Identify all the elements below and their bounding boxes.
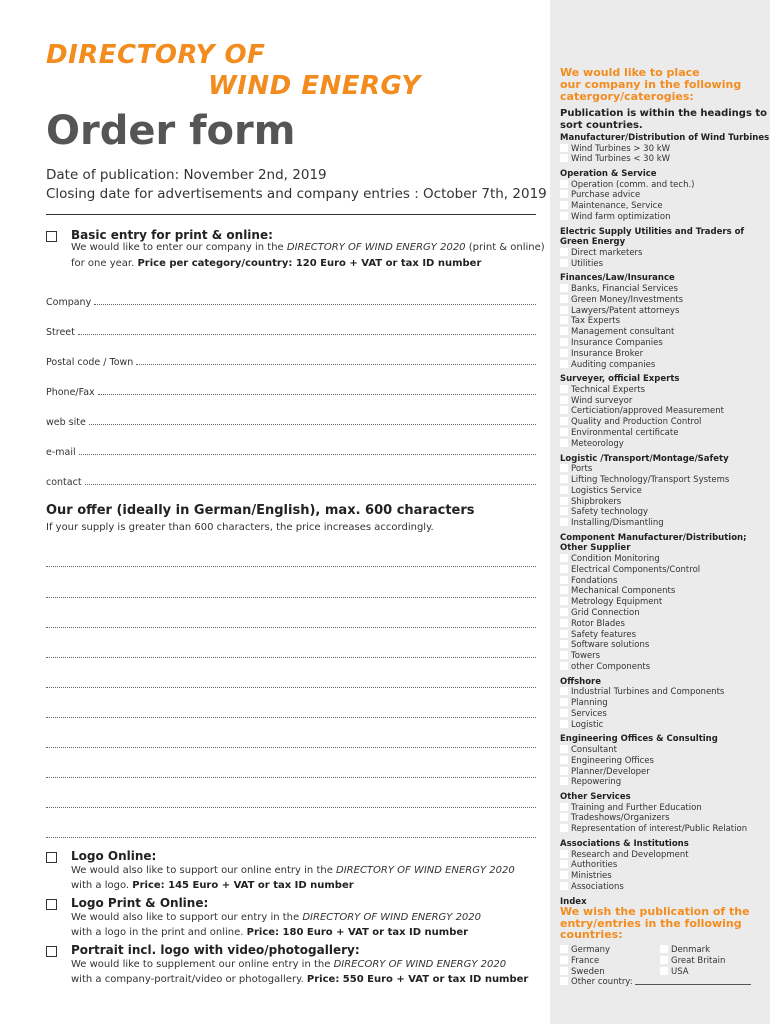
- option-label: Safety technology: [571, 507, 649, 518]
- option-label: Metrology Equipment: [571, 597, 663, 608]
- option-checkbox[interactable]: [560, 259, 568, 267]
- category-option[interactable]: [560, 327, 674, 338]
- place-heading-line: catergory/caterogies:: [560, 90, 694, 103]
- option-label: Auditing companies: [571, 359, 656, 370]
- option-checkbox[interactable]: [560, 597, 568, 605]
- category-option[interactable]: [560, 406, 724, 417]
- category-option[interactable]: [560, 619, 625, 630]
- option-label: Environmental certificate: [571, 428, 679, 438]
- option-label: Quality and Production Control: [571, 417, 702, 428]
- option-checkbox[interactable]: [560, 777, 568, 785]
- option-label: Operation (comm. and tech.): [571, 179, 695, 190]
- portrait-description-line1: We would like to supplement our online entry in the DIRECORY OF WIND ENERGY 2020: [71, 959, 507, 970]
- offer-line[interactable]: [46, 657, 536, 658]
- country-label: USA: [671, 966, 689, 977]
- option-label: Ports: [571, 464, 593, 475]
- option-label: Insurance Broker: [571, 348, 644, 359]
- option-label: Wind Turbines < 30 kW: [571, 154, 671, 165]
- logo-online-heading: Logo Online:: [71, 849, 157, 863]
- option-checkbox[interactable]: [560, 698, 568, 706]
- option-checkbox[interactable]: [560, 767, 568, 775]
- category-option[interactable]: [560, 640, 649, 651]
- option-checkbox[interactable]: [560, 824, 568, 832]
- option-checkbox[interactable]: [560, 439, 568, 447]
- country-option[interactable]: [560, 956, 599, 967]
- option-label: Direct marketers: [571, 247, 643, 258]
- option-checkbox[interactable]: [560, 497, 568, 505]
- option-checkbox[interactable]: [560, 212, 568, 220]
- category-option[interactable]: [560, 349, 643, 360]
- category-option[interactable]: [560, 144, 670, 155]
- option-checkbox[interactable]: [560, 295, 568, 303]
- logo-print-description-line1: We would also like to support our entry in the DIRECTORY OF WIND ENERGY 2020: [71, 912, 482, 923]
- option-label: Tradeshows/Organizers: [571, 813, 670, 824]
- option-label: other Components: [571, 661, 651, 672]
- category-option[interactable]: [560, 687, 724, 698]
- street-field[interactable]: Street: [46, 324, 536, 338]
- category-option[interactable]: [560, 338, 663, 349]
- country-option[interactable]: [560, 945, 610, 956]
- country-label: Sweden: [571, 966, 605, 977]
- category-option[interactable]: [560, 497, 621, 508]
- option-label: Representation of interest/Public Relation: [571, 824, 748, 835]
- option-checkbox[interactable]: [560, 417, 568, 425]
- country-checkbox[interactable]: [560, 956, 568, 964]
- option-label: Rotor Blades: [571, 618, 625, 629]
- category-heading: Other Services: [560, 792, 631, 803]
- option-label: Technical Experts: [571, 384, 646, 395]
- option-checkbox[interactable]: [560, 475, 568, 483]
- category-option[interactable]: [560, 630, 636, 641]
- offer-line[interactable]: [46, 837, 536, 838]
- option-checkbox[interactable]: [560, 709, 568, 717]
- option-label: Industrial Turbines and Components: [571, 687, 725, 698]
- category-option[interactable]: [560, 154, 670, 165]
- option-label: Planner/Developer: [571, 766, 650, 777]
- option-label: Wind Turbines > 30 kW: [571, 143, 671, 154]
- offer-line[interactable]: [46, 566, 536, 567]
- offer-line[interactable]: [46, 777, 536, 778]
- other-country-input-line[interactable]: [635, 984, 751, 985]
- option-checkbox[interactable]: [560, 565, 568, 573]
- option-checkbox[interactable]: [560, 850, 568, 858]
- divider: [46, 214, 536, 215]
- category-heading: Manufacturer/Distribution of Wind Turbines: [560, 133, 770, 143]
- option-checkbox[interactable]: [560, 640, 568, 648]
- category-option[interactable]: [560, 767, 650, 778]
- category-option[interactable]: [560, 756, 654, 767]
- brand-line-1: DIRECTORY OF: [46, 40, 266, 70]
- option-checkbox[interactable]: [560, 586, 568, 594]
- category-option[interactable]: [560, 360, 655, 371]
- company-field[interactable]: Company: [46, 294, 536, 308]
- category-option[interactable]: [560, 507, 648, 518]
- category-option[interactable]: [560, 464, 592, 475]
- category-option[interactable]: [560, 259, 603, 270]
- category-heading: Associations & Institutions: [560, 839, 689, 849]
- option-label: Planning: [571, 698, 608, 708]
- option-checkbox[interactable]: [560, 338, 568, 346]
- category-option[interactable]: [560, 565, 700, 576]
- option-label: Mechanical Components: [571, 586, 676, 597]
- option-checkbox[interactable]: [560, 306, 568, 314]
- category-heading: Green Energy: [560, 237, 626, 248]
- country-checkbox[interactable]: [560, 967, 568, 975]
- category-option[interactable]: [560, 709, 607, 720]
- website-field[interactable]: web site: [46, 414, 536, 428]
- category-option[interactable]: [560, 295, 683, 306]
- portrait-description-line2: with a company-portrait/video or photogallery. Price: 550 Euro + VAT or tax ID number: [71, 974, 529, 985]
- option-checkbox[interactable]: [560, 662, 568, 670]
- option-checkbox[interactable]: [560, 180, 568, 188]
- offer-note: If your supply is greater than 600 characters, the price increases accordingly.: [46, 522, 434, 533]
- offer-heading: Our offer (ideally in German/English), max. 600 characters: [46, 503, 475, 518]
- option-label: Engineering Offices: [571, 755, 654, 766]
- phone-fax-field[interactable]: Phone/Fax: [46, 384, 536, 398]
- offer-line[interactable]: [46, 807, 536, 808]
- category-option[interactable]: [560, 190, 640, 201]
- category-option[interactable]: [560, 850, 689, 861]
- option-label: Logistics Service: [571, 485, 642, 496]
- option-checkbox[interactable]: [560, 406, 568, 414]
- option-label: Fondations: [571, 575, 618, 586]
- option-checkbox[interactable]: [560, 756, 568, 764]
- category-option[interactable]: [560, 720, 603, 731]
- option-checkbox[interactable]: [560, 576, 568, 584]
- option-checkbox[interactable]: [560, 201, 568, 209]
- logo-print-heading: Logo Print & Online:: [71, 896, 209, 910]
- email-field[interactable]: e-mail: [46, 444, 536, 458]
- category-option[interactable]: [560, 608, 640, 619]
- contact-field[interactable]: contact: [46, 474, 536, 488]
- option-label: Utilities: [571, 258, 603, 269]
- category-option[interactable]: [560, 417, 701, 428]
- option-checkbox[interactable]: [560, 608, 568, 616]
- option-label: Associations: [571, 881, 624, 892]
- option-label: Consultant: [571, 744, 617, 755]
- category-heading: Offshore: [560, 676, 602, 687]
- option-label: Training and Further Education: [571, 802, 702, 813]
- option-label: Installing/Dismantling: [571, 518, 664, 529]
- category-option[interactable]: [560, 882, 624, 893]
- postal-code-town-field[interactable]: Postal code / Town: [46, 354, 536, 368]
- basic-entry-checkbox[interactable]: [46, 231, 57, 242]
- category-option[interactable]: [560, 586, 675, 597]
- option-label: Insurance Companies: [571, 337, 663, 348]
- publication-date: Date of publication: November 2nd, 2019: [46, 167, 327, 183]
- category-option[interactable]: [560, 396, 632, 407]
- option-label: Certiciation/approved Measurement: [571, 406, 724, 417]
- option-label: Towers: [571, 651, 601, 662]
- logo-online-description-line2: with a logo. Price: 145 Euro + VAT or tax ID number: [71, 880, 354, 891]
- country-option[interactable]: [660, 945, 710, 956]
- category-option[interactable]: [560, 813, 670, 824]
- category-option[interactable]: [560, 698, 608, 709]
- country-label: Great Britain: [671, 955, 726, 966]
- category-option[interactable]: [560, 284, 678, 295]
- countries-heading-line: entry/entries in the following: [560, 916, 742, 930]
- other-country-field[interactable]: [560, 977, 751, 988]
- option-label: Safety features: [571, 629, 637, 640]
- option-label: Shipbrokers: [571, 496, 622, 507]
- offer-line[interactable]: [46, 687, 536, 688]
- offer-line[interactable]: [46, 747, 536, 748]
- option-label: Management consultant: [571, 327, 675, 338]
- place-heading-line: We would like to place: [560, 66, 700, 79]
- option-label: Purchase advice: [571, 190, 641, 201]
- category-option[interactable]: [560, 439, 624, 450]
- category-option[interactable]: [560, 597, 662, 608]
- option-label: Tax Experts: [571, 316, 621, 327]
- country-label: Germany: [571, 945, 611, 955]
- category-heading: Engineering Offices & Consulting: [560, 734, 718, 745]
- option-label: Banks, Financial Services: [571, 283, 678, 294]
- option-checkbox[interactable]: [560, 385, 568, 393]
- option-label: Logistic: [571, 719, 604, 730]
- option-label: Software solutions: [571, 640, 650, 651]
- option-checkbox[interactable]: [560, 871, 568, 879]
- category-option[interactable]: [560, 212, 670, 223]
- countries-heading-line: We wish the publication of the: [560, 905, 750, 918]
- category-option[interactable]: [560, 385, 645, 396]
- option-checkbox[interactable]: [560, 507, 568, 515]
- option-label: Electrical Components/Control: [571, 564, 701, 575]
- country-checkbox[interactable]: [660, 945, 668, 953]
- logo-online-description-line1: We would also like to support our online entry in the DIRECTORY OF WIND ENERGY 2020: [71, 865, 515, 876]
- option-label: Wind surveyor: [571, 395, 633, 406]
- option-checkbox[interactable]: [560, 687, 568, 695]
- logo-online-checkbox[interactable]: [46, 852, 57, 863]
- option-checkbox[interactable]: [560, 154, 568, 162]
- portrait-heading: Portrait incl. logo with video/photogallery:: [71, 943, 360, 957]
- category-heading: Finances/Law/Insurance: [560, 273, 675, 284]
- category-heading: Operation & Service: [560, 169, 657, 180]
- option-label: Green Money/Investments: [571, 294, 684, 305]
- logo-print-checkbox[interactable]: [46, 899, 57, 910]
- option-checkbox[interactable]: [560, 813, 568, 821]
- category-option[interactable]: [560, 518, 664, 529]
- category-option[interactable]: [560, 554, 660, 565]
- category-heading: Logistic /Transport/Montage/Safety: [560, 453, 729, 464]
- option-checkbox[interactable]: [560, 316, 568, 324]
- country-checkbox[interactable]: [560, 977, 568, 985]
- country-option[interactable]: [660, 956, 725, 967]
- country-label: Denmark: [671, 945, 711, 955]
- option-checkbox[interactable]: [560, 745, 568, 753]
- category-option[interactable]: [560, 201, 663, 212]
- category-option[interactable]: [560, 777, 621, 788]
- option-checkbox[interactable]: [560, 428, 568, 436]
- offer-line[interactable]: [46, 717, 536, 718]
- other-country-label: Other country:: [571, 977, 633, 988]
- option-checkbox[interactable]: [560, 464, 568, 472]
- option-checkbox[interactable]: [560, 651, 568, 659]
- option-label: Lifting Technology/Transport Systems: [571, 474, 730, 485]
- publication-note-line: Publication is within the headings to: [560, 108, 768, 119]
- offer-line[interactable]: [46, 627, 536, 628]
- country-option[interactable]: [560, 967, 605, 978]
- basic-entry-description-line1: We would like to enter our company in the DIRECTORY OF WIND ENERGY 2020 (print & online): [71, 242, 545, 253]
- option-label: Repowering: [571, 777, 622, 788]
- country-checkbox[interactable]: [660, 956, 668, 964]
- option-checkbox[interactable]: [560, 720, 568, 728]
- option-checkbox[interactable]: [560, 882, 568, 890]
- place-heading-line: our company in the following: [560, 78, 742, 91]
- category-option[interactable]: [560, 248, 642, 259]
- option-label: Grid Connection: [571, 607, 640, 618]
- country-option[interactable]: [660, 967, 689, 978]
- option-checkbox[interactable]: [560, 349, 568, 357]
- option-checkbox[interactable]: [560, 619, 568, 627]
- basic-entry-description-line2: for one year. Price per category/country: 120 Euro + VAT or tax ID number: [71, 258, 482, 269]
- option-checkbox[interactable]: [560, 486, 568, 494]
- category-option[interactable]: [560, 871, 612, 882]
- option-checkbox[interactable]: [560, 190, 568, 198]
- category-option[interactable]: [560, 824, 747, 835]
- option-checkbox[interactable]: [560, 248, 568, 256]
- option-label: Research and Development: [571, 849, 689, 860]
- option-label: Authorities: [571, 860, 618, 871]
- category-option[interactable]: [560, 651, 600, 662]
- category-option[interactable]: [560, 306, 679, 317]
- brand-line-2: WIND ENERGY: [208, 71, 421, 101]
- portrait-checkbox[interactable]: [46, 946, 57, 957]
- option-label: Condition Monitoring: [571, 553, 660, 564]
- category-option[interactable]: [560, 860, 617, 871]
- option-checkbox[interactable]: [560, 144, 568, 152]
- option-label: Services: [571, 708, 607, 719]
- publication-note-line: sort countries.: [560, 120, 643, 131]
- option-label: Wind farm optimization: [571, 212, 671, 222]
- category-heading: Index: [560, 896, 587, 907]
- countries-heading-line: countries:: [560, 928, 623, 941]
- option-checkbox[interactable]: [560, 327, 568, 335]
- option-checkbox[interactable]: [560, 554, 568, 562]
- category-heading: Component Manufacturer/Distribution;: [560, 532, 747, 543]
- option-label: Meteorology: [571, 438, 624, 449]
- category-option[interactable]: [560, 475, 729, 486]
- category-option[interactable]: [560, 745, 617, 756]
- category-option[interactable]: [560, 180, 695, 191]
- logo-print-description-line2: with a logo in the print and online. Price: 180 Euro + VAT or tax ID number: [71, 927, 469, 938]
- option-label: Lawyers/Patent attorneys: [571, 305, 680, 316]
- category-option[interactable]: [560, 316, 620, 327]
- option-checkbox[interactable]: [560, 860, 568, 868]
- category-option[interactable]: [560, 662, 650, 673]
- option-checkbox[interactable]: [560, 518, 568, 526]
- category-option[interactable]: [560, 576, 618, 587]
- category-heading: Other Supplier: [560, 543, 631, 554]
- category-option[interactable]: [560, 803, 702, 814]
- page-title: Order form: [46, 108, 296, 154]
- category-option[interactable]: [560, 428, 678, 439]
- country-label: France: [571, 955, 600, 966]
- category-option[interactable]: [560, 486, 642, 497]
- option-checkbox[interactable]: [560, 396, 568, 404]
- option-checkbox[interactable]: [560, 360, 568, 368]
- closing-date: Closing date for advertisements and company entries : October 7th, 2019: [46, 186, 547, 202]
- category-heading: Surveyer, official Experts: [560, 374, 680, 385]
- offer-line[interactable]: [46, 597, 536, 598]
- option-checkbox[interactable]: [560, 630, 568, 638]
- category-heading: Electric Supply Utilities and Traders of: [560, 226, 745, 237]
- option-checkbox[interactable]: [560, 803, 568, 811]
- option-label: Ministries: [571, 871, 612, 882]
- option-label: Maintenance, Service: [571, 201, 663, 212]
- country-checkbox[interactable]: [660, 967, 668, 975]
- basic-entry-heading: Basic entry for print & online:: [71, 228, 273, 242]
- option-checkbox[interactable]: [560, 284, 568, 292]
- country-checkbox[interactable]: [560, 945, 568, 953]
